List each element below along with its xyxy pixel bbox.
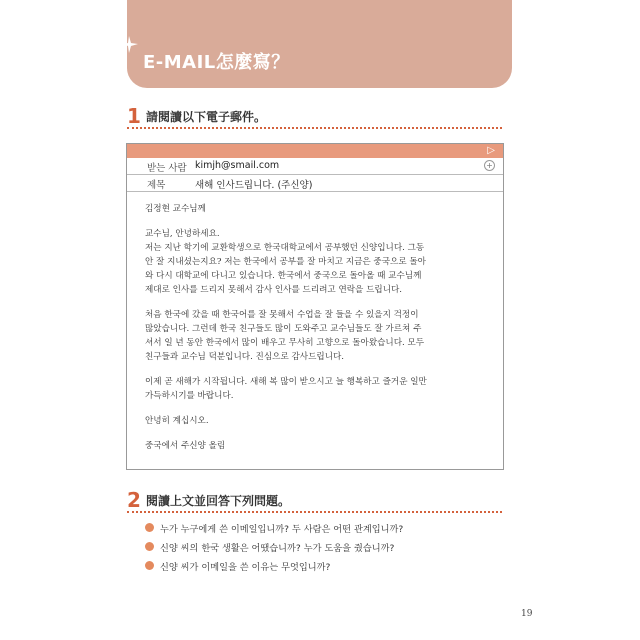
paragraph: 처음 한국에 갔을 때 한국어를 잘 못해서 수업을 잘 들을 수 있을지 걱정이 많았습니다. 그런데 한국 친구들도 많이 도와주고 교수님들도 잘 가르쳐 주 셔서 일 년 동안 한국에서 많이 배우고 무사히 고향으로 돌아왔습니다. 모두 친구들과 교수님 덕분입니다. 진심으로 감사드립니다. bbox=[145, 310, 425, 362]
section-number: 1 bbox=[127, 104, 141, 128]
subject-row bbox=[127, 175, 503, 192]
question-text: 신양 씨의 한국 생활은 어땠습니까? 누가 도움을 줬습니까? bbox=[160, 543, 395, 554]
greeting: 김정현 교수님께 bbox=[145, 204, 206, 214]
subject-field[interactable]: 새해 인사드립니다. (주신양) bbox=[195, 180, 313, 191]
page-title: E-MAIL怎麼寫？ bbox=[143, 52, 290, 73]
paragraph: 이제 곧 새해가 시작됩니다. 새해 복 많이 받으시고 늘 행복하고 즐거운 일만 가득하시기를 바랍니다. bbox=[145, 377, 427, 401]
bullet-icon bbox=[145, 561, 154, 570]
email-body[interactable] bbox=[145, 202, 495, 464]
closing: 안녕히 계십시오. bbox=[145, 416, 209, 426]
subject-label: 제목 bbox=[147, 180, 166, 191]
section-number: 2 bbox=[127, 488, 141, 512]
to-row bbox=[127, 158, 503, 175]
add-recipient-icon[interactable]: + bbox=[484, 160, 495, 171]
section-title: 請閱讀以下電子郵件。 bbox=[146, 110, 267, 124]
paragraph: 교수님, 안녕하세요. 저는 지난 학기에 교환학생으로 한국대학교에서 공부했던 신양입니다. 그동 안 잘 지내셨는지요? 저는 한국에서 공부를 잘 마치고 지금은 중국으로 돌아 와 다시 대학교에 다니고 있습니다. 한국에서 중국으로 돌아올 때 교수님께 제대로 인사를 드리지 못해서 감사 인사를 드리려고 연락을 드립니다. bbox=[145, 229, 426, 295]
section-title: 閱讀上文並回答下列問題。 bbox=[146, 494, 291, 508]
sparkle-icon bbox=[122, 34, 142, 54]
header-banner bbox=[127, 0, 512, 88]
to-label: 받는 사람 bbox=[147, 163, 187, 174]
question-text: 누가 누구에게 쓴 이메일입니까? 두 사람은 어떤 관계입니까? bbox=[160, 524, 404, 535]
to-field[interactable]: kimjh@smail.com bbox=[195, 160, 280, 171]
email-toolbar bbox=[127, 144, 503, 158]
bullet-icon bbox=[145, 523, 154, 532]
send-icon[interactable]: ▷ bbox=[487, 145, 495, 156]
page-number: 19 bbox=[521, 609, 533, 619]
section-divider bbox=[127, 511, 502, 513]
section-divider bbox=[127, 127, 502, 129]
signature: 중국에서 주신양 올림 bbox=[145, 441, 226, 451]
bullet-icon bbox=[145, 542, 154, 551]
email-window bbox=[126, 143, 504, 470]
question-text: 신양 씨가 이메일을 쓴 이유는 무엇입니까? bbox=[160, 562, 331, 573]
